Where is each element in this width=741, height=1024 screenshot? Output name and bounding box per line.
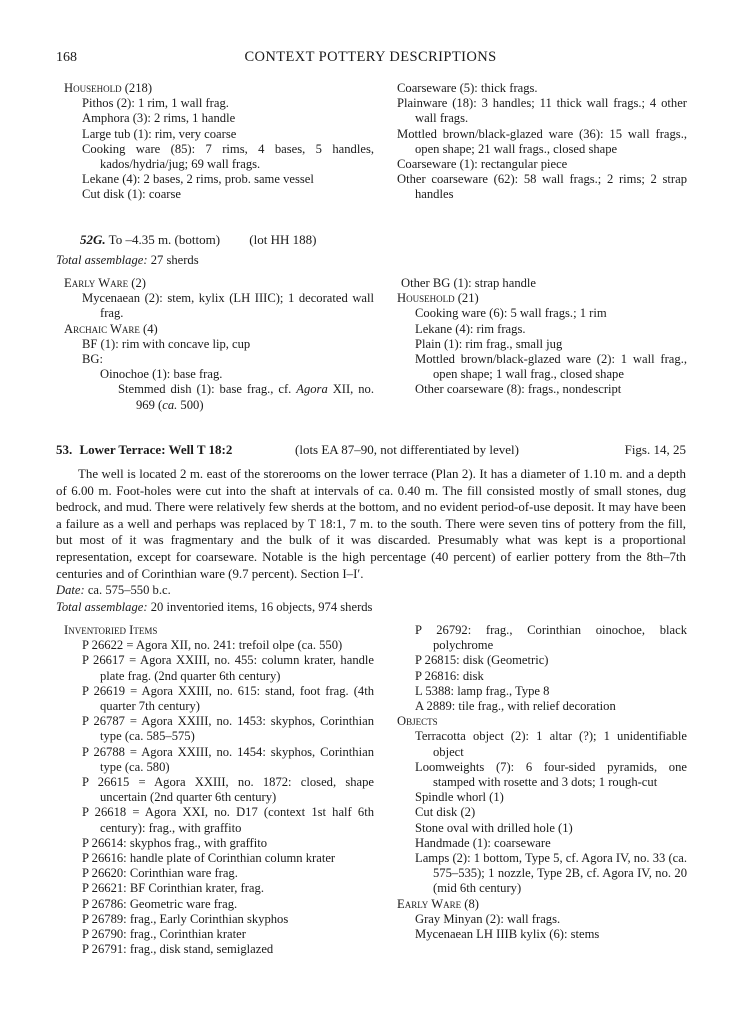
section-52g-heading [80, 232, 316, 247]
list-item: Mottled brown/black-glazed ware (36): 15 wall frags., open shape; 21 wall frags., closed shape [397, 126, 687, 156]
list-item: P 26615 = Agora XXIII, no. 1872: closed, shape uncertain (2nd quarter 6th century) [82, 775, 374, 805]
list-item: P 26791: frag., disk stand, semiglazed [82, 942, 274, 957]
list-item: Cut disk (1): coarse [82, 187, 181, 202]
list-item: Terracotta object (2): 1 altar (?); 1 unidentifiable object [415, 729, 687, 759]
list-item: Other coarseware (8): frags., nondescript [415, 382, 622, 397]
list-item: BF (1): rim with concave lip, cup [82, 336, 251, 351]
list-item: P 26786: Geometric ware frag. [82, 896, 238, 911]
list-item: A 2889: tile frag., with relief decoration [415, 699, 616, 714]
page-number: 168 [56, 50, 77, 65]
inventoried-items-heading: Inventoried Items [64, 623, 158, 637]
early-ware-heading: Early Ware (2) [64, 276, 146, 290]
household-218-block [64, 81, 374, 203]
list-item: Coarseware (5): thick frags. [397, 81, 538, 95]
list-item: Loomweights (7): 6 four-sided pyramids, one stamped with rosette and 3 dots; 1 rough-cut [415, 759, 687, 790]
date-label: Date: [56, 583, 85, 597]
list-item: Other coarseware (62): 58 wall frags.; 2 rims; 2 strap handles [397, 172, 687, 202]
date-line [56, 583, 171, 598]
section-52g-range: To –4.35 m. (bottom) [108, 232, 221, 247]
list-item: P 26789: frag., Early Corinthian skyphos [82, 911, 289, 926]
section-52g-right [397, 276, 687, 398]
list-item: BG: [82, 352, 103, 367]
section-52g-lot: (lot HH 188) [249, 232, 317, 247]
list-item: L 5388: lamp frag., Type 8 [415, 683, 550, 698]
list-item: P 26815: disk (Geometric) [415, 653, 549, 668]
list-item: Stone oval with drilled hole (1) [415, 820, 573, 835]
list-item: Cut disk (2) [415, 805, 476, 820]
section-52g-number: 52G. [80, 232, 106, 247]
objects-heading: Objects [397, 714, 438, 729]
list-item: P 26788 = Agora XXIII, no. 1454: skyphos, Corinthian type (ca. 580) [82, 744, 374, 774]
total-value: 27 sherds [150, 253, 199, 267]
total-label: Total assemblage: [56, 253, 148, 267]
list-item: P 26619 = Agora XXIII, no. 615: stand, foot frag. (4th quarter 7th century) [82, 683, 374, 714]
list-item: P 26622 = Agora XII, no. 241: trefoil olpe (ca. 550) [82, 638, 343, 653]
list-item: P 26620: Corinthian ware frag. [82, 866, 238, 881]
list-item: Cooking ware (6): 5 wall frags.; 1 rim [415, 306, 607, 321]
inventoried-items-right [397, 623, 687, 942]
list-item: P 26616: handle plate of Corinthian column krater [82, 851, 336, 866]
text-run: XII, no. 969 ( [136, 382, 374, 412]
archaic-ware-heading: Archaic Ware (4) [64, 321, 158, 336]
list-item: P 26614: skyphos frag., with graffito [82, 835, 268, 850]
list-item: Lekane (4): 2 bases, 2 rims, prob. same vessel [82, 172, 314, 187]
early-ware-heading: Early Ware (8) [397, 896, 479, 911]
list-item: P 26792: frag., Corinthian oinochoe, black polychrome [415, 623, 687, 653]
total-assemblage-52g [56, 253, 199, 268]
list-item: Lekane (4): rim frags. [415, 321, 526, 336]
list-item: Large tub (1): rim, very coarse [82, 126, 237, 141]
list-item: P 26617 = Agora XXIII, no. 455: column krater, handle plate frag. (2nd quarter 6th century) [82, 653, 374, 683]
total-value: 20 inventoried items, 16 objects, 974 sherds [150, 600, 373, 614]
section-53-figs: Figs. 14, 25 [624, 442, 686, 457]
list-item: P 26618 = Agora XXI, no. D17 (context 1st half 6th century): frag., with graffito [82, 805, 374, 835]
section-53-paragraph: The well is located 2 m. east of the storerooms on the lower terrace (Plan 2). It has a diameter of 1.10 m. and a depth of 6.00 m. Foot-holes were cut into the shaft at intervals of ca. 0.40 m. The fill consisted mostly of small stones, dug bedrock, and mud. There were relatively few sherds at the bottom, and no evident period-of-use deposit. It may have been a failure as a well and perhaps was replaced by T 18:1, 7 m. to the south. There were seven tins of pottery from the fill, but most of it was fragmentary and the bulk of it was discarded. Presumably what was kept is a proportional representation, except for coarseware. Notable is the high percentage (40 percent) of earlier pottery from the 8th–7th centuries and of Corinthian ware (9.7 percent). Section I–I′. [56, 467, 686, 581]
total-label: Total assemblage: [56, 600, 148, 614]
text-run: 500) [177, 397, 204, 412]
section-52g-left [64, 276, 374, 413]
household-heading: Household (21) [397, 291, 479, 306]
section-53-lots: (lots EA 87–90, not differentiated by level) [295, 442, 519, 457]
text-run: ca. [162, 397, 178, 412]
list-item: Coarseware (1): rectangular piece [397, 157, 568, 172]
list-item: Spindle whorl (1) [415, 790, 504, 805]
list-item: Plainware (18): 3 handles; 11 thick wall frags.; 4 other wall frags. [397, 96, 687, 126]
list-item: Cooking ware (85): 7 rims, 4 bases, 5 handles, kados/hydria/jug; 69 wall frags. [82, 141, 374, 172]
date-value: ca. 575–550 b.c. [87, 583, 171, 597]
list-item: P 26621: BF Corinthian krater, frag. [82, 881, 264, 896]
list-item: P 26816: disk [415, 668, 484, 683]
list-item: Pithos (2): 1 rim, 1 wall frag. [82, 96, 229, 111]
list-item: Mottled brown/black-glazed ware (2): 1 wall frag., open shape; 1 wall frag., closed shape [415, 352, 687, 382]
section-53-number: 53. [56, 442, 73, 457]
total-assemblage-53 [56, 600, 372, 615]
list-item [64, 382, 374, 412]
list-item: Handmade (1): coarseware [415, 835, 551, 850]
section-53-title: Lower Terrace: Well T 18:2 [79, 442, 233, 457]
list-item: Mycenaean LH IIIB kylix (6): stems [415, 927, 600, 942]
household-heading: Household (218) [64, 81, 153, 95]
list-item: P 26790: frag., Corinthian krater [82, 927, 246, 942]
text-run: Agora [296, 382, 328, 397]
inventoried-items-left [64, 623, 374, 957]
list-item: P 26787 = Agora XXIII, no. 1453: skyphos, Corinthian type (ca. 585–575) [82, 714, 374, 744]
list-item: Oinochoe (1): base frag. [100, 367, 223, 382]
list-item: Amphora (3): 2 rims, 1 handle [82, 111, 236, 126]
list-item: Gray Minyan (2): wall frags. [415, 911, 561, 926]
list-item: Plain (1): rim frag., small jug [415, 336, 563, 351]
list-item: Lamps (2): 1 bottom, Type 5, cf. Agora IV, no. 33 (ca. 575–535); 1 nozzle, Type 2B, cf. Agora IV, no. 20 (mid 6th century) [415, 851, 687, 896]
running-head: CONTEXT POTTERY DESCRIPTIONS [244, 49, 497, 65]
list-item: Other BG (1): strap handle [401, 276, 536, 290]
section-53-heading [56, 442, 686, 457]
list-item: Mycenaean (2): stem, kylix (LH IIIC); 1 decorated wall frag. [82, 291, 374, 321]
text-run: Stemmed dish (1): base frag., cf. [118, 382, 297, 397]
ware-list-right [397, 81, 687, 203]
